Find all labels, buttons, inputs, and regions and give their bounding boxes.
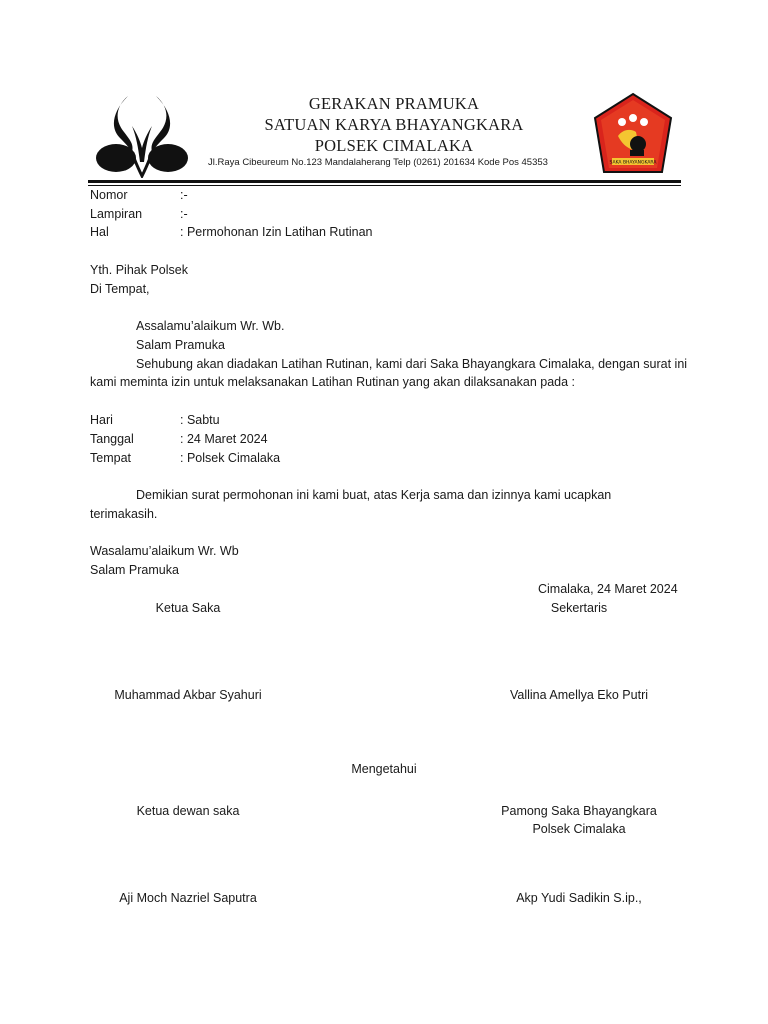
header-title-line3: POLSEK CIMALAKA <box>314 136 474 155</box>
greeting-pramuka: Salam Pramuka <box>136 338 225 352</box>
place-date: Cimalaka, 24 Maret 2024 <box>538 582 678 596</box>
recipient-line2: Di Tempat, <box>90 282 150 296</box>
sekretaris-name: Vallina Amellya Eko Putri <box>509 688 649 702</box>
tempat-label: Tempat <box>90 451 131 465</box>
hal-value: : Permohonan Izin Latihan Rutinan <box>180 225 373 239</box>
pamong-role-line2: Polsek Cimalaka <box>532 822 626 836</box>
closing-paragraph-line2: terimakasih. <box>90 507 158 521</box>
ketua-dewan-name: Aji Moch Nazriel Saputra <box>119 891 257 905</box>
pamong-name: Akp Yudi Sadikin S.ip., <box>516 891 642 905</box>
tempat-value: : Polsek Cimalaka <box>180 451 281 465</box>
closing-paragraph-line1: Demikian surat permohonan ini kami buat, atas Kerja sama dan izinnya kami ucapkan <box>136 488 612 502</box>
ketua-saka-role: Ketua Saka <box>155 601 221 615</box>
header-address: Jl.Raya Cibeureum No.123 Mandalaherang Telp (0261) 201634 Kode Pos 45353 <box>208 157 548 168</box>
lampiran-value: :- <box>180 207 188 221</box>
greeting-opening: Assalamu’alaikum Wr. Wb. <box>136 319 285 333</box>
header-rule-thin <box>88 185 681 186</box>
mengetahui-label: Mengetahui <box>351 762 417 776</box>
hal-label: Hal <box>90 225 109 239</box>
ketua-saka-name: Muhammad Akbar Syahuri <box>114 688 262 702</box>
body-paragraph-line2: kami meminta izin untuk melaksanakan Latihan Rutinan yang akan dilaksanakan pada : <box>90 375 576 389</box>
sekretaris-role: Sekertaris <box>550 601 608 615</box>
salam-pramuka-closing: Salam Pramuka <box>90 563 179 577</box>
tanggal-value: : 24 Maret 2024 <box>180 432 268 446</box>
shield-caption: SAKA BHAYANGKARA <box>609 160 657 166</box>
salam-closing: Wasalamu’alaikum Wr. Wb <box>90 544 239 558</box>
nomor-label: Nomor <box>90 188 128 202</box>
saka-bhayangkara-shield-icon <box>592 92 674 176</box>
header-title-line2: SATUAN KARYA BHAYANGKARA <box>264 115 524 134</box>
ketua-dewan-role: Ketua dewan saka <box>136 804 240 818</box>
header-rule-thick <box>88 180 681 183</box>
hari-value: : Sabtu <box>180 413 220 427</box>
body-paragraph-line1: Sehubung akan diadakan Latihan Rutinan, kami dari Saka Bhayangkara Cimalaka, dengan surat ini <box>136 357 688 371</box>
lampiran-label: Lampiran <box>90 207 143 221</box>
pamong-role-line1: Pamong Saka Bhayangkara <box>501 804 657 818</box>
tunas-kelapa-logo-icon <box>94 92 190 178</box>
tanggal-label: Tanggal <box>90 432 134 446</box>
nomor-value: :- <box>180 188 188 202</box>
header-title-line1: GERAKAN PRAMUKA <box>308 94 480 113</box>
recipient-line1: Yth. Pihak Polsek <box>90 263 188 277</box>
hari-label: Hari <box>90 413 113 427</box>
